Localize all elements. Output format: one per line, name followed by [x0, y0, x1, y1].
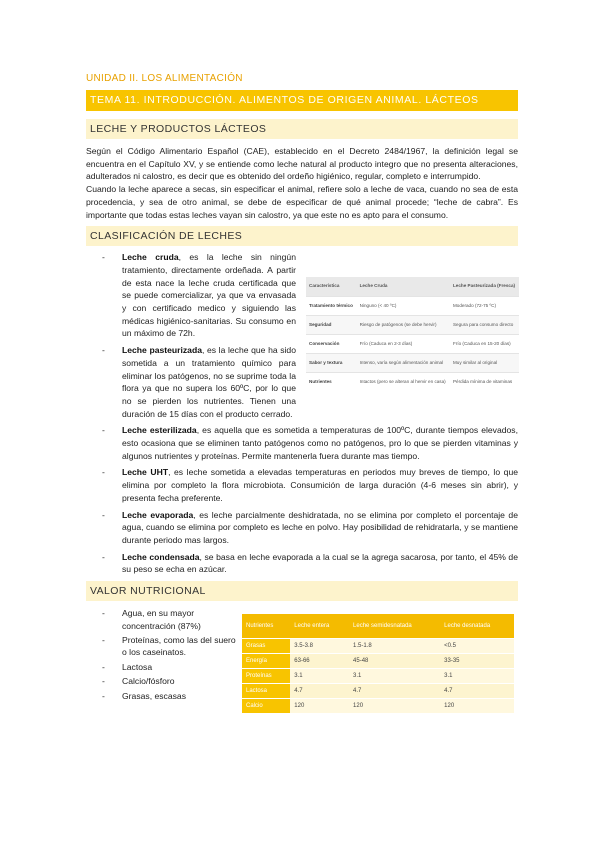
nutrient-list: [86, 607, 242, 704]
column-header: Nutrientes: [242, 614, 290, 639]
column-header: Leche Cruda: [357, 277, 450, 297]
list-item: - Grasas, escasas: [102, 690, 242, 702]
table-cell: Segura para consumo directo: [450, 316, 519, 335]
term-label: Leche pasteurizada: [122, 345, 202, 356]
topic-banner: TEMA 11. INTRODUCCIÓN. ALIMENTOS DE ORIGEN ANIMAL. LÁCTEOS: [86, 90, 518, 111]
paragraph-definition: Según el Código Alimentario Español (CAE), establecido en el Decreto 2484/1967, la definición legal se encuentra en el Capítulo XV, y se entiende como leche natural al producto integro que no presenta alteraciones, adulterados ni calostro, es decir que es obtenido del ordeño higiénico, regular, completo e interrumpido.: [86, 146, 518, 182]
column-header: Leche Pasteurizada (Fresca): [450, 277, 519, 297]
table-cell: Grasas: [242, 639, 290, 654]
table-cell: Sabor y textura: [306, 354, 357, 373]
classification-list: [86, 251, 518, 576]
column-header: Leche semidesnatada: [349, 614, 440, 639]
list-item-uht: [102, 466, 518, 504]
table-row: [306, 316, 519, 335]
unit-heading: UNIDAD II. LOS ALIMENTACIÓN: [86, 73, 243, 84]
table-header-row: [242, 614, 514, 639]
table-cell: Intactos (pero se alteran al hervir en casa): [357, 373, 450, 392]
list-item: - Proteínas, como las del suero o los caseinatos.: [102, 634, 242, 659]
term-description: , es leche parcialmente deshidratada, no se elimina por completo el porcentaje de agua, cuando se elimina por completo es leche en polvo. Hay posibilidad de rehidratarla, y se mantiene durante periodo mas largos.: [122, 509, 518, 545]
table-cell: Ninguno (< 40 ºC): [357, 297, 450, 316]
table-cell: 120: [349, 699, 440, 714]
table-cell: 3.5-3.8: [290, 639, 349, 654]
table-row: [242, 699, 514, 714]
table-row: [242, 639, 514, 654]
table-cell: 4.7: [440, 684, 514, 699]
term-label: Leche cruda: [122, 252, 179, 263]
table-cell: Moderado (72-75 ºC): [450, 297, 519, 316]
table-cell: Intenso, varía según alimentación animal: [357, 354, 450, 373]
list-item-pasteurizada: [102, 344, 518, 420]
section-heading-valor-nutricional: VALOR NUTRICIONAL: [86, 581, 518, 601]
table-cell: 33-35: [440, 654, 514, 669]
table-cell: <0.5: [440, 639, 514, 654]
paragraph-origin: Cuando la leche aparece a secas, sin especificar el animal, refiere solo a leche de vaca, cuando no sea de esta procedencia, y sea de otro animal, se debe de especificar de qué animal procede; “leche de cabra”. Es importante que todas estas leches vayan sin calostro, ya que este no es apto para el consumo.: [86, 184, 518, 220]
table-cell: 3.1: [290, 669, 349, 684]
table-header-row: [306, 277, 519, 297]
table-row: [242, 684, 514, 699]
column-header: Leche desnatada: [440, 614, 514, 639]
term-label: Leche condensada: [122, 551, 200, 562]
document-page: [86, 70, 518, 747]
section-heading-clasificacion: CLASIFICACIÓN DE LECHES: [86, 226, 518, 246]
term-description: , es leche sometida a elevadas temperaturas en periodos muy breves de tiempo, lo que elimina por completo la flora microbiota. Consumición de larga duración (4-6 meses sin abrir), y presenta fecha preferente.: [122, 467, 519, 503]
column-header: - Característica: [306, 277, 357, 297]
list-item: - Agua, en su mayor concentración (87%): [102, 607, 242, 632]
table-cell: Frío (Caduca en 15-20 días): [450, 335, 519, 354]
term-label: Leche UHT: [122, 467, 169, 478]
table-cell: 45-48: [349, 654, 440, 669]
table-cell: 3.1: [440, 669, 514, 684]
list-item: - Calcio/fósforo: [102, 675, 242, 687]
term-label: Leche evaporada: [122, 509, 194, 520]
table-cell: Tratamiento térmico: [306, 297, 357, 316]
nutrition-table: [242, 614, 514, 713]
table-cell: Proteínas: [242, 669, 290, 684]
table-cell: Frío (Caduca en 2-3 días): [357, 335, 450, 354]
table-row: [306, 297, 519, 316]
table-cell: Lactosa: [242, 684, 290, 699]
term-description: , es la leche que ha sido sometida a un tratamiento químico para eliminar los patógenos, no se suprime toda la flora ya que no supera los 60ºC, por lo que no se pierden los nutrientes. Tienen una duración de 15 días con el producto cerrado.: [122, 345, 296, 419]
table-cell: 1.5-1.8: [349, 639, 440, 654]
table-cell: 3.1: [349, 669, 440, 684]
table-cell: 120: [290, 699, 349, 714]
list-item-condensada: [102, 551, 518, 576]
term-description: , es aquella que es sometida a temperaturas de 100ºC, durante tiempos elevados, esto ocasiona que se eliminen tanto patógenos como no patógenos, pro lo que se pierden vitaminas y algunos nutrientes y proteínas. Permite mantenerla fuera durante mas tiempo.: [122, 425, 518, 461]
table-cell: 120: [440, 699, 514, 714]
section-heading-leche: LECHE Y PRODUCTOS LÁCTEOS: [86, 119, 518, 139]
list-item-evaporada: [102, 509, 518, 547]
table-cell: Muy similar al original: [450, 354, 519, 373]
table-cell: Seguridad: [306, 316, 357, 335]
table-cell: 4.7: [349, 684, 440, 699]
table-cell: Pérdida mínima de vitaminas: [450, 373, 519, 392]
table-cell: Conservación: [306, 335, 357, 354]
table-row: [242, 669, 514, 684]
term-label: Leche esterilizada: [122, 425, 197, 436]
table-cell: 63-66: [290, 654, 349, 669]
term-description: , se basa en leche evaporada a la cual se la agrega sacarosa, por tanto, el 45% de su peso se echa en azúcar.: [122, 551, 518, 575]
table-cell: 4.7: [290, 684, 349, 699]
table-cell: Energía: [242, 654, 290, 669]
list-item-esterilizada: [102, 424, 518, 462]
table-cell: Riesgo de patógenos (se debe hervir): [357, 316, 450, 335]
table-row: [242, 654, 514, 669]
nutrition-block: [86, 607, 518, 747]
table-cell: Calcio: [242, 699, 290, 714]
column-header: Leche entera: [290, 614, 349, 639]
list-item: - Lactosa: [102, 661, 242, 673]
table-cell: Nutrientes: [306, 373, 357, 392]
term-description: , es la leche sin ningún tratamiento, directamente ordeñada. A partir de esta nace la leche cruda certificada que se puede comercializar, ya que va envasada y con certificado medico y siguiendo las médicas higiénico-sanitarias. Su consumo en un máximo de 72h.: [122, 252, 296, 339]
